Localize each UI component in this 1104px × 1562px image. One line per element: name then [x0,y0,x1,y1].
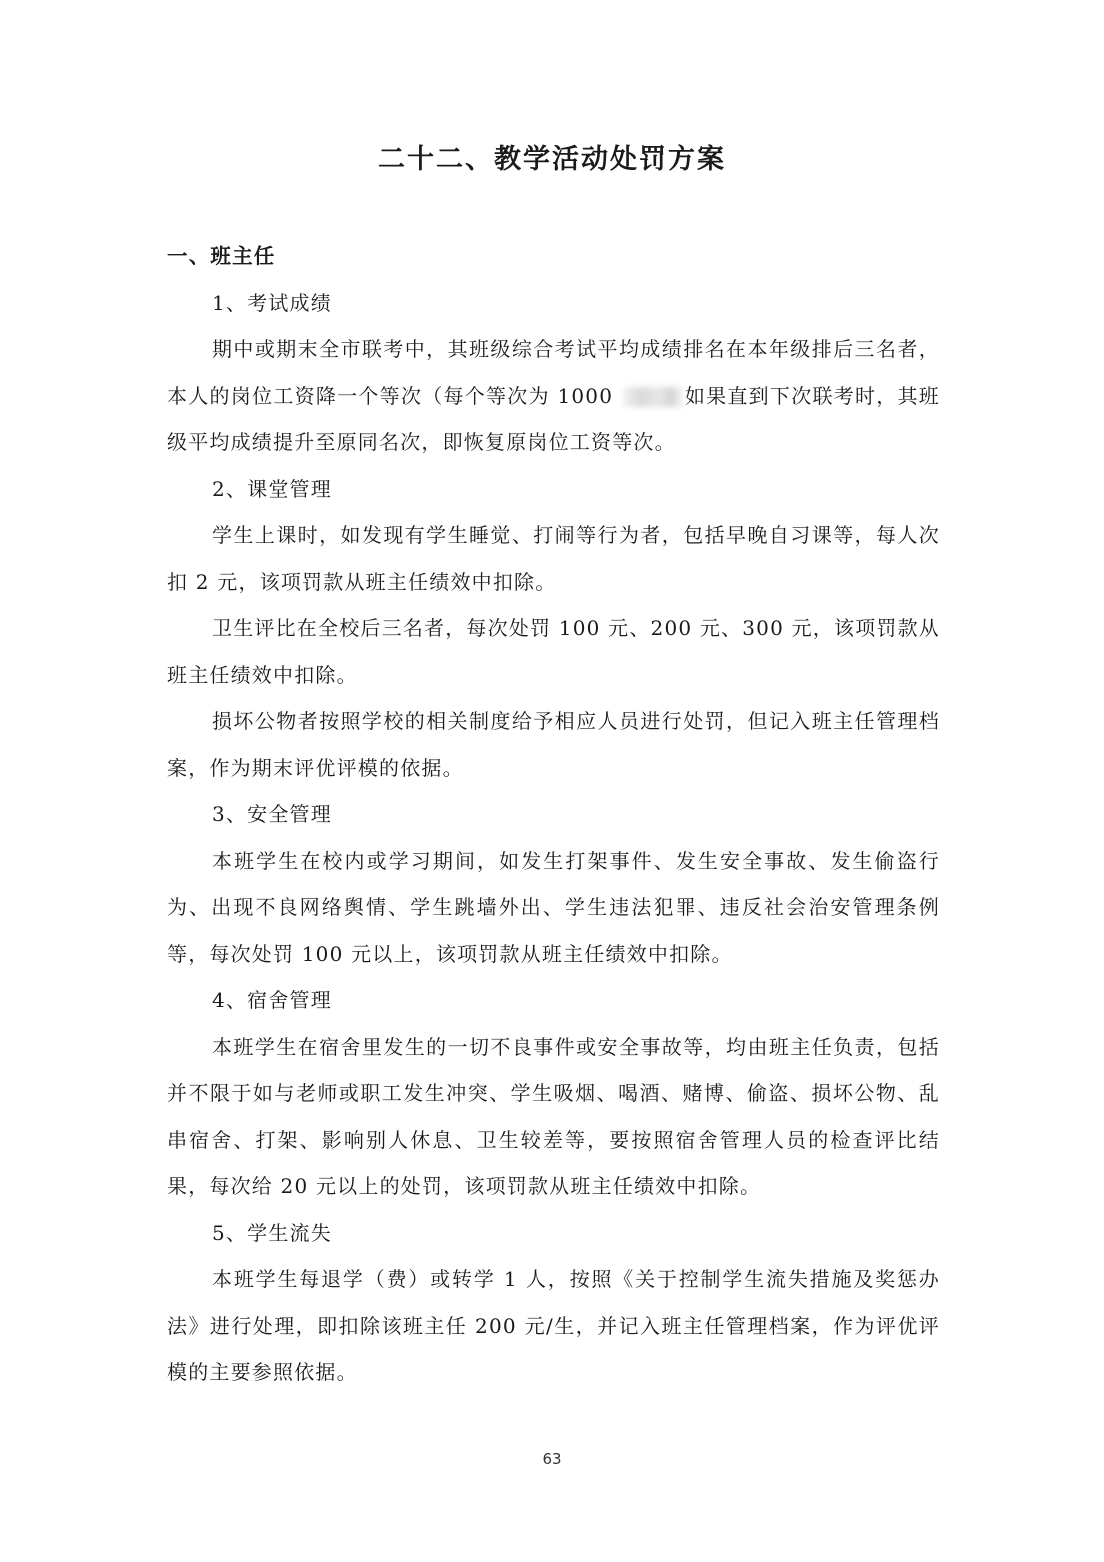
section-heading-class-teacher: 一、班主任 [167,244,276,268]
subheading-safety-management: 3、安全管理 [212,802,332,826]
paragraph-student-attrition: 本班学生每退学（费）或转学 1 人，按照《关于控制学生流失措施及奖惩办法》进行处理，即扣除该班主任 200 元/生，并记入班主任管理档案，作为评优评模的主要参照依据。 [167,1267,940,1384]
subheading-student-attrition: 5、学生流失 [212,1220,332,1245]
paragraph-property-damage: 损坏公物者按照学校的相关制度给予相应人员进行处罚，但记入班主任管理档案，作为期末评优评模的依据。 [167,709,940,780]
paragraph-dormitory-incidents: 本班学生在宿舍里发生的一切不良事件或安全事故等，均由班主任负责，包括并不限于如与老师或职工发生冲突、学生吸烟、喝酒、赌博、偷盗、损坏公物、乱串宿舍、打架、影响别人休息、卫生较差等，要按照宿舍管理人员的检查评比结果，每次给 20 元以上的处罚，该项罚款从班主任绩效中扣除。 [167,1034,940,1198]
document-title: 二十二、教学活动处罚方案 [378,144,726,175]
paragraph-exam-scores-part2: 如果直到下次联考时，其班级平均成绩提升至原同名次，即恢复原岗位工资等次。 [167,383,940,454]
page-number: 63 [542,1450,562,1468]
paragraph-exam-scores-part1: 期中或期末全市联考中，其班级综合考试平均成绩排名在本年级排后三名者，本人的岗位工资降一个等次（每个等次为 1000 [167,337,940,408]
paragraph-exam-scores [167,326,940,466]
redacted-text-blur [623,387,683,407]
paragraph-hygiene-rating: 卫生评比在全校后三名者，每次处罚 100 元、200 元、300 元，该项罚款从班主任绩效中扣除。 [167,616,940,687]
paragraph-classroom-discipline: 学生上课时，如发现有学生睡觉、打闹等行为者，包括早晚自习课等，每人次扣 2 元，该项罚款从班主任绩效中扣除。 [167,523,940,594]
subheading-dormitory-management: 4、宿舍管理 [212,988,332,1012]
subheading-exam-scores: 1、考试成绩 [212,290,332,315]
subheading-classroom-management: 2、课堂管理 [212,476,332,501]
paragraph-safety-incidents: 本班学生在校内或学习期间，如发生打架事件、发生安全事故、发生偷盗行为、出现不良网络舆情、学生跳墙外出、学生违法犯罪、违反社会治安管理条例等，每次处罚 100 元以上，该项罚款从班主任绩效中扣除。 [167,848,940,966]
document-body [167,233,940,1396]
